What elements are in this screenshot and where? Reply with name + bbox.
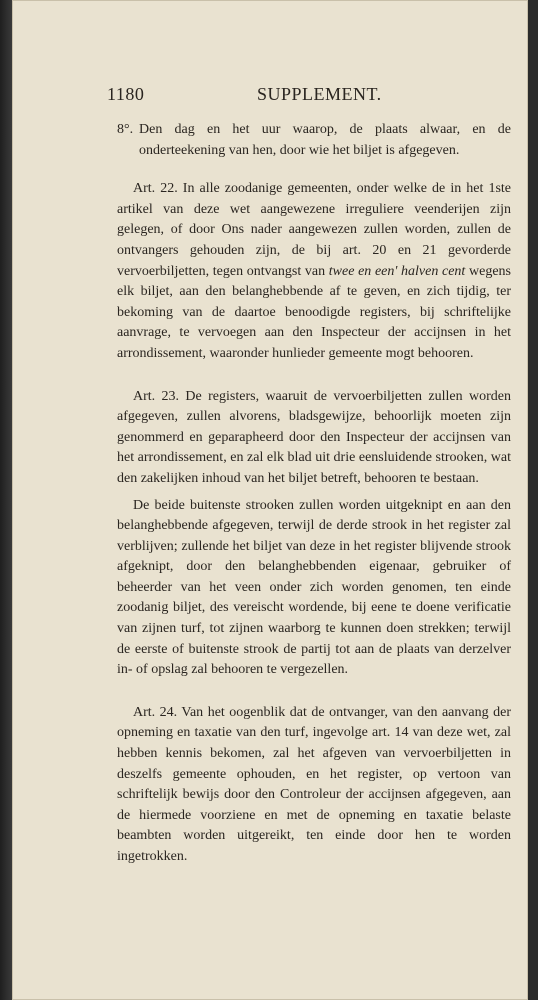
article-22-italic: twee en een' halven cent [328, 263, 466, 279]
article-23-para-2: De beide buitenste strooken zullen worden uitgeknipt en aan den belanghebbende afgegeven, terwijl de derde strook in het register zal verblijven; zullende het biljet van deze in het register blijvende strook afgeknipt, door den belanghebbenden eigenaar, gebruiker of beheerder van het veen onder zich worden genomen, ten einde zoodanig biljet, des vereischt wordende, bij eene te doene verificatie van zijnen turf, tot zijnen waarborg te kunnen doen strekken; terwijl de eerste of buitenste strook de partij tot aan de plaats van derzelver in- of opslag zal behooren te vergezellen. [117, 497, 511, 678]
article-23-para-1: Art. 23. De registers, waaruit de vervoerbiljetten zullen worden afgegeven, zullen alvorens, bladsgewijze, behoorlijk moeten zijn genommerd en geparapheerd door den Inspecteur der accijnsen van het arrondissement, en zal elk blad uit drie eensluidende strooken, wat den zakelijken inhoud van het biljet betreft, behooren te bestaan. [117, 388, 511, 486]
list-item-8 [117, 120, 511, 161]
list-number: 8°. [117, 122, 134, 137]
running-title: SUPPLEMENT. [257, 84, 382, 104]
list-text: Den dag en het uur waarop, de plaats alwaar, en de onderteekening van hen, door wie het biljet is afgegeven. [139, 122, 511, 158]
book-gutter [0, 0, 12, 1000]
article-22 [117, 179, 511, 364]
article-22-text-a: Art. 22. In alle zoodanige gemeenten, onder welke de in het 1ste artikel van deze wet aangewezene irreguliere veenderijen zijn gelegen, of door Ons nader aangewezen zullen worden, zullen de ontvangers gehouden zijn, de bij art. 20 en 21 gevorderde vervoerbiljetten, tegen ontvangst van [117, 181, 511, 279]
page-number: 1180 [107, 84, 145, 104]
page-body [117, 120, 511, 874]
article-22-text-b: wegens elk biljet, aan den belanghebbende af te geven, en zich tijdig, ter bekoming van de daartoe benoodigde registers, bij schriftelijke aanvrage, te vervoegen aan den Inspecteur der accijnsen in het arrondissement, waaronder hunlieder gemeente mogt behooren. [117, 263, 511, 361]
article-24: Art. 24. Van het oogenblik dat de ontvanger, van den aanvang der opneming en taxatie van den turf, ingevolge art. 14 van deze wet, zal hebben kennis bekomen, zal het afgeven van vervoerbiljetten in deszelfs gemeente ophouden, en het register, op vertoon van schriftelijk bewijs door den Controleur der accijnsen afgegeven, aan de hiermede voorziene en met de opneming en taxatie belaste beambten worden uitgereikt, ten einde door hen te worden ingetrokken. [117, 704, 511, 864]
